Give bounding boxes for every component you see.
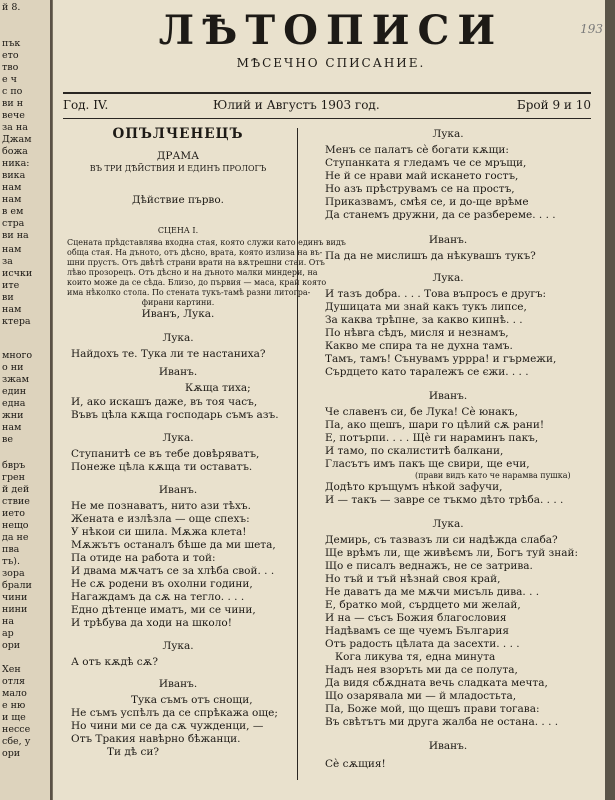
col1-text-line: И трѣбува да ходи на школо! <box>71 617 232 629</box>
col1-text-line: Иванъ. <box>158 484 198 496</box>
col2-text-line: Що озарявала ми — й младостьта, <box>325 690 517 702</box>
left-page-line: е ч <box>2 74 17 85</box>
left-page-line: ар <box>2 628 14 639</box>
col2-text-line: Иванъ. <box>428 740 468 752</box>
left-page-line: ите <box>2 280 20 291</box>
col1-text-line: Кѫща тиха; <box>185 382 251 394</box>
col2-text-line: Какво ме спира та не духна тамъ. <box>325 340 513 352</box>
col2-text-line: Демирь, съ тазвазъ ли си надѣжда слаба? <box>325 534 558 546</box>
col2-text-line: Ступанката я гледамъ че се мръщи, <box>325 157 527 169</box>
masthead: ЛѢТОПИСИ <box>158 7 504 54</box>
left-page-line: мало <box>2 688 27 699</box>
journal-page <box>53 0 609 800</box>
col2-text-line: Менъ се палатъ сѐ богати кѫщи: <box>325 144 509 156</box>
header-rule-top <box>63 92 591 94</box>
col2-text-line: И на — съсъ Божия благословия <box>325 612 507 624</box>
left-page-line: ви н <box>2 98 24 109</box>
col2-text-line: Че славенъ си, бе Лука! Сѐ юнакъ, <box>325 406 518 418</box>
issue-line <box>63 98 591 116</box>
col2-text-line: Иванъ. <box>428 234 468 246</box>
left-page-line: исчки <box>2 268 33 279</box>
col2-text-line: Да видя сбѫдната вечь сладката мечта, <box>325 677 548 689</box>
col2-text-line: Да станемъ дружни, да се разберемe. . . . <box>325 209 556 221</box>
col2-text-line: И тамо, по скалиститѣ балкани, <box>325 445 504 457</box>
col2-text-line: Па, Боже мой, що щешъ прави тогава: <box>325 703 540 715</box>
col2-text-line: Не й се нрави май искането гостъ, <box>325 170 519 182</box>
col1-text-line: Въвъ цѣла кѫща господарь съмъ азъ. <box>71 409 279 421</box>
col2-text-line: Душицата ми знай какъ тукъ липсе, <box>325 301 527 313</box>
col2-text-line: Е, потърпи. . . . Щѐ ги нараминъ пакъ, <box>325 432 539 444</box>
left-page-line: стра <box>2 218 25 229</box>
col2-text-line: И — такъ — завре се тъкмо дѣто трѣба. . . . <box>325 494 564 506</box>
col1-text-line: Па отиде на работа и той: <box>71 552 216 564</box>
col2-text-line: Но тъй и тъй нѣзнай своя край, <box>325 573 501 585</box>
col2-text-line: Иванъ. <box>428 390 468 402</box>
left-page-line: отля <box>2 676 26 687</box>
col2-text-line: И тазъ добра. . . . Това въпросъ е другъ: <box>325 288 547 300</box>
col1-text-line: Едно дѣтенце иматъ, ми се чини, <box>71 604 256 616</box>
left-page-line: ве <box>2 434 13 445</box>
left-page-line: е ню <box>2 700 26 711</box>
left-page-line: тво <box>2 62 19 73</box>
left-page-line: нам <box>2 182 22 193</box>
col2-text-line: Надѣвамъ се ще чуемъ България <box>325 625 510 637</box>
col2-text-line: Не даватъ да ме мѫчи мисъль дива. . . <box>325 586 540 598</box>
left-page-line: нам <box>2 304 22 315</box>
masthead-subtitle: МѢСЕЧНО СПИСАНИЕ. <box>236 56 426 70</box>
col1-text-line: Мѫжътъ останалъ бѣше да ми шета, <box>71 539 276 551</box>
col2-text-line: Кога ликува тя, една минута <box>335 651 496 663</box>
left-page-line: ето <box>2 50 19 61</box>
left-page-line: й 8. <box>2 2 21 13</box>
left-page-line: и ще <box>2 712 26 723</box>
left-page-line: един <box>2 386 27 397</box>
col2-text-line: Па да не мислишъ да нѣкувашъ тукъ? <box>325 250 536 262</box>
col2-text-line: Лука. <box>432 128 464 140</box>
left-page-line: бвръ <box>2 460 26 471</box>
left-page-line: сбе, у <box>2 736 31 747</box>
binding-edge <box>605 0 615 800</box>
left-page-line: ктера <box>2 316 31 327</box>
col1-text-line: Иванъ. <box>158 366 198 378</box>
left-page-line: нещо <box>2 520 29 531</box>
left-page-line: вече <box>2 110 25 121</box>
col1-text-line: Ти дѣ си? <box>107 746 159 758</box>
col1-text-line: Отъ Тракия навѣрно бѣжанци. <box>71 733 241 745</box>
col1-text-line: обща стая. На дъното, отъ дѣсно, врата, която излиза на въ- <box>67 248 323 257</box>
left-page-line: една <box>2 398 26 409</box>
left-page-line: пва <box>2 544 20 555</box>
col1-text-line: Найдохъ те. Тука ли те настаниха? <box>71 348 266 360</box>
col1-text-line: Жената е излѣзла — още спехъ: <box>71 513 250 525</box>
issue-year: Год. IV. <box>63 98 109 112</box>
col2-text-line: Отъ радость цѣлата да засехти. . . . <box>325 638 520 650</box>
left-page-line: ви на <box>2 230 29 241</box>
col2-text-line: Лука. <box>432 272 464 284</box>
left-page-line: ори <box>2 640 21 651</box>
col2-text-line: Додѣто кръщумъ нѣкой зафучи, <box>325 481 503 493</box>
left-page-line: чини <box>2 592 28 603</box>
col1-text-line: Дѣйствие първо. <box>132 194 224 206</box>
left-page-line: нам <box>2 194 22 205</box>
col2-text-line: Приказвамъ, смѣя се, и до-ще врѣме <box>325 196 529 208</box>
left-page-line: с по <box>2 86 23 97</box>
col2-text-line: Е, братко мой, сърдцето ми желай, <box>325 599 521 611</box>
left-page-line: нини <box>2 604 28 615</box>
col2-text-line: Що е писалъ веднажъ, не се затрива. <box>325 560 533 572</box>
left-page-line: Джам <box>2 134 32 145</box>
col1-text-line: Иванъ, Лука. <box>141 308 215 320</box>
col2-text-line: Надъ нея взоръть ми да се полута, <box>325 664 518 676</box>
left-page-line: брали <box>2 580 32 591</box>
left-page-line: зора <box>2 568 25 579</box>
col1-text-line: СЦЕНА I. <box>157 226 199 235</box>
col1-text-line: ОПЪЛЧЕНЕЦЪ <box>112 126 244 142</box>
left-page-line: ви <box>2 292 14 303</box>
left-page-line: грен <box>2 472 26 483</box>
col2-text-line: По нѣвга сѣдъ, мисля и незнамъ, <box>325 327 509 339</box>
col2-text-line: Гласътъ имъ пакъ ще свири, ще ечи, <box>325 458 530 470</box>
col2-text-line: Па, ако щешъ, шари го цѣлий сѫ рани! <box>325 419 545 431</box>
left-page-line: тъ). <box>2 556 21 567</box>
left-page-line: пък <box>2 38 21 49</box>
col1-text-line: А отъ кѫдѣ сѫ? <box>71 656 158 668</box>
left-page-line: за на <box>2 122 28 133</box>
col1-text-line: лѣво прозорецъ. Отъ дѣсно и на дъното малки миндери, на <box>67 268 318 277</box>
col2-text-line: Но азъ прѣструвамъ се на простъ, <box>325 183 515 195</box>
column-divider <box>297 128 298 780</box>
col1-text-line: има нѣколко стола. По стената тукъ-тамѣ разни литогра- <box>67 288 311 297</box>
col2-text-line: За каква трѣпне, за какво кипнѣ. . . <box>325 314 523 326</box>
col1-text-line: Нагаждамъ да сѫ на тегло. . . . <box>71 591 245 603</box>
left-page-fragment <box>0 0 52 800</box>
left-page-line: за <box>2 256 13 267</box>
col2-text-line: Сѐ сѫщия! <box>325 758 386 770</box>
left-page-line: на <box>2 616 14 627</box>
left-page-line: ори <box>2 748 21 759</box>
col1-text-line: Но чини ми се да сѫ чужденци, — <box>71 720 264 732</box>
left-page-line: ствие <box>2 496 30 507</box>
col1-text-line: Не ме познаватъ, нито ази тѣхъ. <box>71 500 251 512</box>
left-page-line: й дей <box>2 484 30 495</box>
col1-text-line: които може да се сѣда. Близо, до първия — маса, край която <box>67 278 327 287</box>
left-page-line: нессе <box>2 724 31 735</box>
col1-text-line: Иванъ. <box>158 678 198 690</box>
col1-text-line: Сцената прѣдставлява входна стая, която служи като единъ видъ <box>67 238 346 247</box>
col2-text-line: Сърдцето като таралежъ се єжи. . . . <box>325 366 529 378</box>
col1-text-line: У нѣкои си шила. Мѫжа клета! <box>71 526 247 538</box>
col2-text-line: (прави видъ като че нарамва пушка) <box>415 471 571 480</box>
col2-text-line: Въ свѣтътъ ми друга жалба не остана. . . . <box>325 716 559 728</box>
col1-text-line: Не сѫ родени въ охолни години, <box>71 578 253 590</box>
col1-text-line: шни прустъ. Отъ двѣтѣ страни врати на вѫтрешни стаи. Отъ <box>67 258 325 267</box>
col1-text-line: ДРАМА <box>156 150 200 162</box>
left-page-line: да не <box>2 532 29 543</box>
left-page-line: ника: <box>2 158 30 169</box>
left-page-line: о ни <box>2 362 24 373</box>
pencil-page-number: 193 <box>580 22 603 36</box>
left-page-line: ието <box>2 508 25 519</box>
issue-number: Брой 9 и 10 <box>516 98 591 112</box>
issue-date: Юлий и Августъ 1903 год. <box>213 98 380 112</box>
left-page-line: много <box>2 350 33 361</box>
header-rule-bottom <box>63 118 591 119</box>
col2-text-line: Ще врѣмъ ли, ще живѣємъ ли, Богъ туй знай: <box>325 547 579 559</box>
col1-text-line: И двама мѫчатъ се за хлѣба свой. . . <box>71 565 275 577</box>
col1-text-line: Лука. <box>162 640 194 652</box>
col1-text-line: ВЪ ТРИ ДѢЙСТВИЯ И ЕДИНЪ ПРОЛОГЪ <box>89 164 267 173</box>
left-page-line: нам <box>2 244 22 255</box>
left-page-line: Хен <box>2 664 21 675</box>
col1-text-line: фирани картини. <box>141 298 215 307</box>
col2-text-line: Тамъ, тамъ! Сънувамъ уррра! и гърмежи, <box>325 353 557 365</box>
col1-text-line: Лука. <box>162 432 194 444</box>
col1-text-line: И, ако искашъ даже, въ тоя часъ, <box>71 396 258 408</box>
left-page-line: нам <box>2 422 22 433</box>
col1-text-line: Не съмъ успѣлъ да се спрѣкажа още; <box>71 707 278 719</box>
left-page-line: божа <box>2 146 28 157</box>
col2-text-line: Лука. <box>432 518 464 530</box>
col1-text-line: Ступанитѣ се въ тебе довѣряватъ, <box>71 448 260 460</box>
left-page-line: жни <box>2 410 24 421</box>
col1-text-line: Понеже цѣла кѫща ти оставатъ. <box>71 461 253 473</box>
col1-text-line: Лука. <box>162 332 194 344</box>
left-page-line: в ем <box>2 206 24 217</box>
left-page-line: вика <box>2 170 26 181</box>
left-page-line: зжам <box>2 374 29 385</box>
col1-text-line: Тука съмъ отъ снощи, <box>131 694 253 706</box>
